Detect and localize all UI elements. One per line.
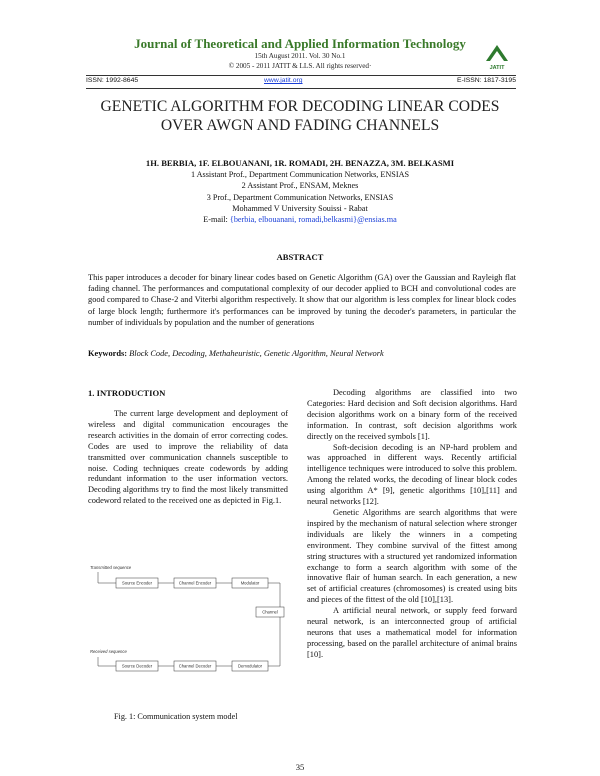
affiliation-1: 1 Assistant Prof., Department Communication Networks, ENSIAS [190, 170, 410, 179]
paragraph: A artificial neural network, or supply feed forward neural network, is an interconnected group of artificial neurons that uses a mathematical model for information processing, based on the parallel architecture of animal brains [10]. [307, 606, 517, 659]
section-heading-introduction: 1. INTRODUCTION [88, 388, 166, 398]
figure-label-transmitted: Transmitted sequence [90, 565, 132, 570]
paragraph: Genetic Algorithms are search algorithms that were inspired by the mechanism of natural selection where stronger individuals are likely the winners in a competing environment. They combine survival of the fittest among string structures with a structured yet randomized information exchange to form a search algorithm with some of the innovative flair of human search. In each generation, a new set of artificial creatures (chromosomes) is created using bits and pieces of the fittest of the old [10],[13]. [307, 507, 517, 605]
abstract-heading: ABSTRACT [276, 252, 324, 262]
keywords-label: Keywords: [88, 349, 128, 358]
issue-date: 15th August 2011. Vol. 30 No.1 [254, 52, 346, 60]
logo-text: JATIT [489, 65, 505, 71]
figure-text-demodulator: Demodulator [238, 663, 262, 669]
email-label: E-mail: [203, 215, 230, 224]
affiliation-4: Mohammed V University Souissi - Rabat [232, 204, 368, 213]
issn: ISSN: 1992-8645 [86, 77, 139, 84]
jatit-logo-icon [482, 41, 512, 71]
figure-communication-system [88, 562, 288, 687]
issn-bar [86, 76, 516, 87]
email-link[interactable]: {berbia, elbouanani, romadi,belkasmi}@ensias.ma [229, 215, 397, 224]
abstract-body: This paper introduces a decoder for binary linear codes based on Genetic Algorithm (GA) over the Gaussian and Rayleigh flat fading channel. The performances and computational complexity of our decoder applied to BCH and convolutional codes are good compared to Chase-2 and Viterbi algorithm respectively. It show that our algorithm is less complex for linear block codes of large block length; furthermore it's performances can be improved by tuning the decoder's parameters, in particular the number of individuals by population and the number of generations [88, 273, 516, 327]
figure-text-source-encoder: Source Encoder [121, 580, 153, 586]
figure-text-modulator: Modulator [240, 580, 260, 586]
figure-text-channel-encoder: Channel Encoder [178, 580, 212, 586]
copyright: © 2005 - 2011 JATIT & LLS. All rights reserved· [228, 62, 372, 70]
affiliation-2: 2 Assistant Prof., ENSAM, Meknes [241, 181, 359, 190]
affiliation-3: 3 Prof., Department Communication Networks, ENSIAS [206, 193, 394, 202]
right-column [307, 388, 517, 661]
authors: 1H. BERBIA, 1F. ELBOUANANI, 1R. ROMADI, 2H. BENAZZA, 3M. BELKASMI [145, 158, 455, 168]
keywords [88, 349, 516, 358]
figure-arrows-bottom [98, 657, 232, 666]
left-column [88, 409, 288, 507]
paper-title [60, 98, 540, 135]
paragraph: The current large development and deployment of wireless and digital communication encourages the research activities in the domain of error correcting codes. Codes are used to improve the reliability of data transmitted over communication channels susceptible to noise. Coding techniques create codewords by adding redundant information to the user information vectors. Decoding algorithms try to find the most likely transmitted codeword related to the received one as depicted in Fig.1. [88, 409, 288, 506]
journal-title: Journal of Theoretical and Applied Information Technology [134, 36, 466, 51]
figure-arrow-channel-down [268, 617, 280, 666]
title-line-1: GENETIC ALGORITHM FOR DECODING LINEAR CODES [100, 98, 500, 115]
paragraph: Decoding algorithms are classified into two Categories: Hard decision and Soft decision algorithms. Hard decision algorithms work on a binary form of the received information. In contrast, soft decision algorithms work directly on the received symbols [1]. [307, 388, 517, 441]
keywords-list: Block Code, Decoding, Methaheuristic, Genetic Algorithm, Neural Network [129, 349, 384, 358]
paragraph: Soft-decision decoding is an NP-hard problem and was approached in different ways. Recently artificial intelligence techniques were introduced to solve this problem. Among the related works, the decoding of linear block codes using algorithm A* [9], genetic algorithms [10],[11] and neural networks [12]. [307, 442, 517, 507]
figure-text-source-decoder: Source Decoder [121, 663, 153, 669]
figure-label-received: Received sequence [90, 649, 127, 654]
header-rule-bottom [86, 88, 516, 89]
page-number: 35 [295, 762, 305, 772]
figure-caption: Fig. 1: Communication system model [114, 712, 238, 721]
eissn: E-ISSN: 1817-3195 [457, 77, 516, 84]
figure-arrows-top [98, 572, 280, 607]
journal-url-link[interactable]: www.jatit.org [264, 77, 303, 84]
email-line [60, 215, 540, 225]
figure-text-channel: Channel [262, 609, 278, 615]
title-line-2: OVER AWGN AND FADING CHANNELS [160, 116, 440, 134]
figure-text-channel-decoder: Channel Decoder [178, 663, 212, 669]
